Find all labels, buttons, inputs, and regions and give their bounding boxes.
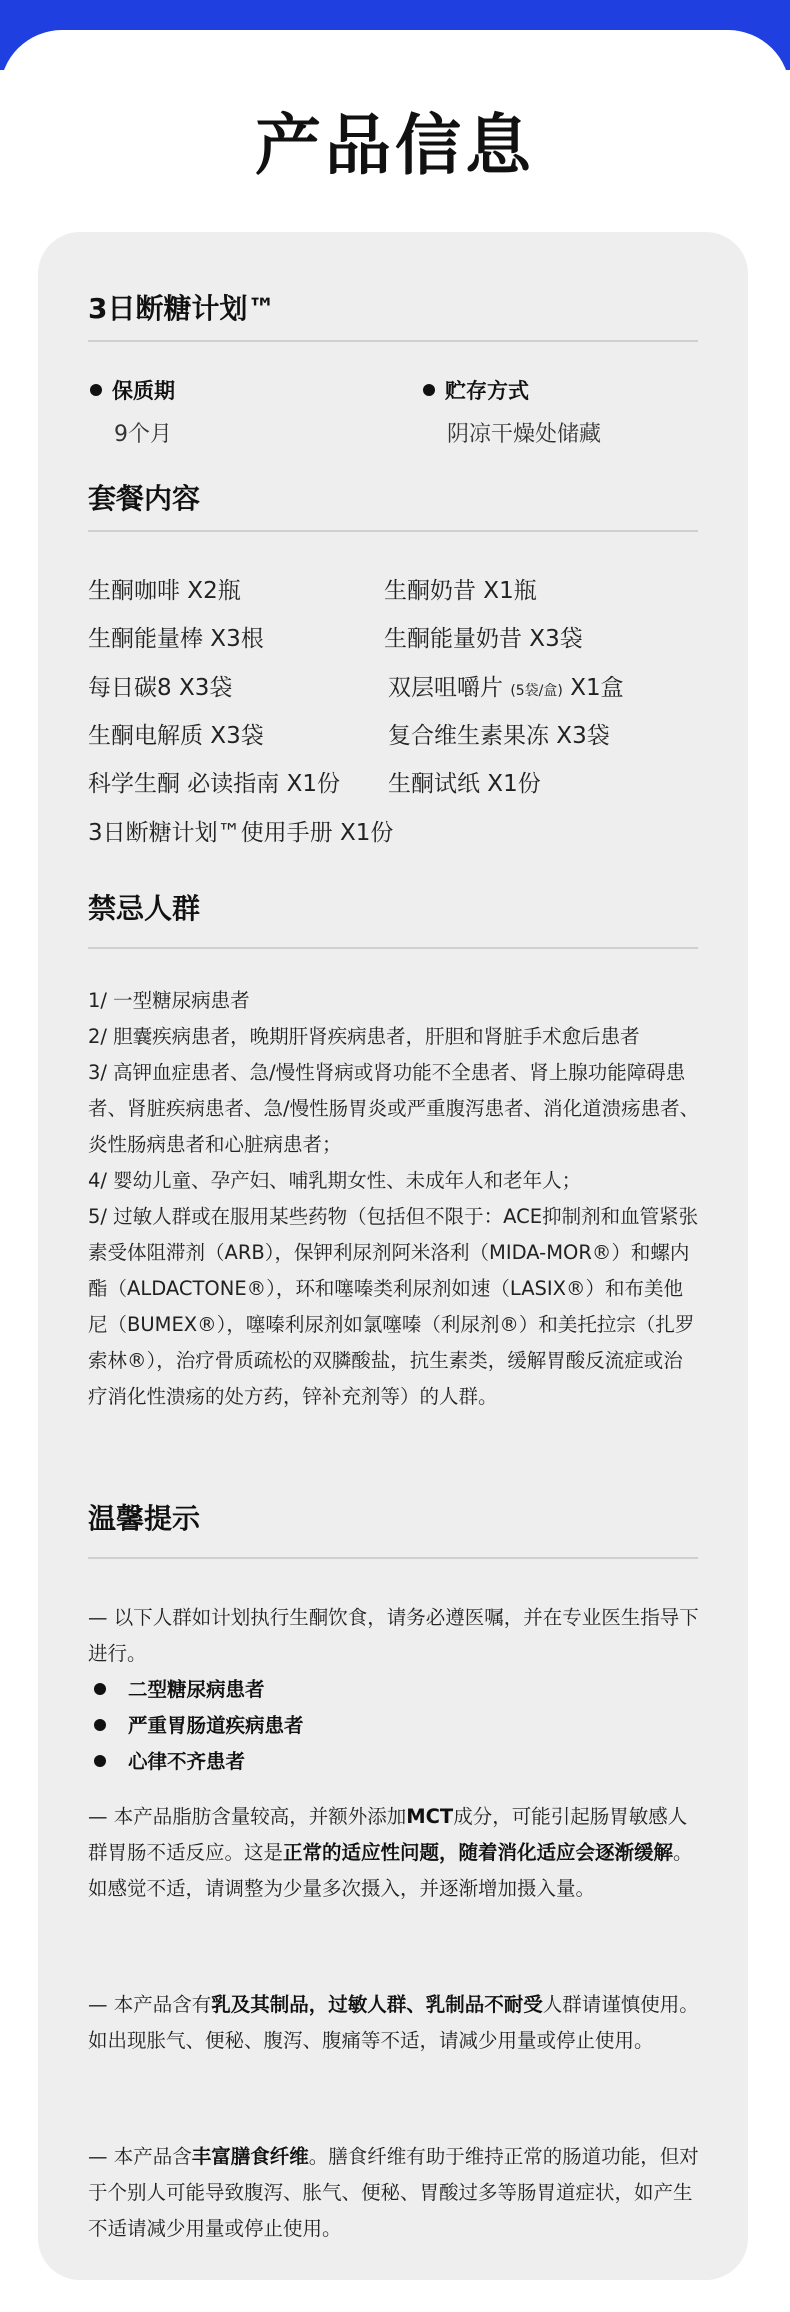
tips-title: 温馨提示 bbox=[88, 1502, 201, 1535]
package-item: 生酮咖啡 X2瓶 bbox=[88, 578, 241, 604]
package-item: 双层咀嚼片 (5袋/盒) X1盒 bbox=[388, 675, 624, 701]
package-item: 每日碳8 X3袋 bbox=[88, 675, 233, 701]
contraindication-item: 4/ 婴幼儿童、孕产妇、哺乳期女性、未成年人和老年人； bbox=[88, 1169, 582, 1192]
bullet-dot-icon bbox=[94, 1683, 106, 1695]
divider bbox=[88, 1557, 698, 1559]
tips-bullet-list bbox=[94, 1672, 304, 1780]
bullet-dot-icon bbox=[94, 1719, 106, 1731]
package-item: 生酮能量棒 X3根 bbox=[88, 626, 264, 652]
tips-bullet-item: 二型糖尿病患者 bbox=[94, 1672, 304, 1708]
package-item: 生酮能量奶昔 X3袋 bbox=[384, 626, 583, 652]
bullet-dot-icon bbox=[94, 1755, 106, 1767]
contraindication-item: 1/ 一型糖尿病患者 bbox=[88, 989, 250, 1012]
tips-bullet-item: 心律不齐患者 bbox=[94, 1744, 304, 1780]
tips-bullet-item: 严重胃肠道疾病患者 bbox=[94, 1708, 304, 1744]
package-item: 生酮试纸 X1份 bbox=[388, 771, 541, 797]
package-item: 科学生酮 必读指南 X1份 bbox=[88, 771, 341, 797]
tips-intro: — 以下人群如计划执行生酮饮食，请务必遵医嘱，并在专业医生指导下进行。 bbox=[88, 1606, 699, 1665]
contraindication-item: 5/ 过敏人群或在服用某些药物（包括但不限于：ACE抑制剂和血管紧张素受体阻滞剂（ARB），保钾利尿剂阿米洛利（MIDA-MOR®）和螺内酯（ALDACTONE®），环和噻嗪类利尿剂如速（LASIX®）和布美他尼（BUMEX®），噻嗪利尿剂如氯噻嗪（利尿剂®）和美托拉宗（扎罗索林®），治疗骨质疏松的双膦酸盐，抗生素类，缓解胃酸反流症或治疗消化性溃疡的处方药，锌补充剂等）的人群。 bbox=[88, 1205, 699, 1408]
package-item: 3日断糖计划™使用手册 X1份 bbox=[88, 820, 394, 846]
contraindications-title: 禁忌人群 bbox=[88, 892, 201, 925]
shelf-life-label: 保质期 bbox=[90, 375, 175, 405]
chew-note: (5袋/盒) bbox=[510, 683, 563, 699]
product-info-card bbox=[38, 232, 748, 2280]
bullet-dot-icon bbox=[90, 384, 102, 396]
storage-value: 阴凉干燥处储藏 bbox=[447, 422, 602, 447]
package-item: 生酮奶昔 X1瓶 bbox=[384, 578, 537, 604]
tips-paragraph-dairy: — 本产品含有乳及其制品，过敏人群、乳制品不耐受人群请谨慎使用。如出现胀气、便秘、腹泻、腹痛等不适，请减少用量或停止使用。 bbox=[88, 1993, 699, 2052]
tips-paragraph-fiber: — 本产品含丰富膳食纤维。膳食纤维有助于维持正常的肠道功能，但对于个别人可能导致腹泻、胀气、便秘、胃酸过多等肠胃道症状，如产生不适请减少用量或停止使用。 bbox=[88, 2145, 699, 2240]
bullet-dot-icon bbox=[423, 384, 435, 396]
divider bbox=[88, 947, 698, 949]
shelf-life-value: 9个月 bbox=[114, 422, 172, 447]
tips-paragraph-mct: — 本产品脂肪含量较高，并额外添加MCT成分，可能引起肠胃敏感人群胃肠不适反应。这是正常的适应性问题，随着消化适应会逐渐缓解。如感觉不适，请调整为少量多次摄入，并逐渐增加摄入量。 bbox=[88, 1805, 693, 1900]
product-name: 3日断糖计划™ bbox=[88, 292, 276, 325]
package-item: 复合维生素果冻 X3袋 bbox=[388, 723, 610, 749]
package-title: 套餐内容 bbox=[88, 482, 201, 515]
package-item: 生酮电解质 X3袋 bbox=[88, 723, 264, 749]
divider bbox=[88, 530, 698, 532]
page-title: 产品信息 bbox=[255, 107, 535, 184]
contraindication-item: 2/ 胆囊疾病患者，晚期肝肾疾病患者，肝胆和肾脏手术愈后患者 bbox=[88, 1025, 640, 1048]
divider bbox=[88, 340, 698, 342]
contraindication-item: 3/ 高钾血症患者、急/慢性肾病或肾功能不全患者、肾上腺功能障碍患者、肾脏疾病患者、急/慢性肠胃炎或严重腹泻患者、消化道溃疡患者、炎性肠病患者和心脏病患者； bbox=[88, 1061, 700, 1156]
storage-label: 贮存方式 bbox=[423, 375, 529, 405]
